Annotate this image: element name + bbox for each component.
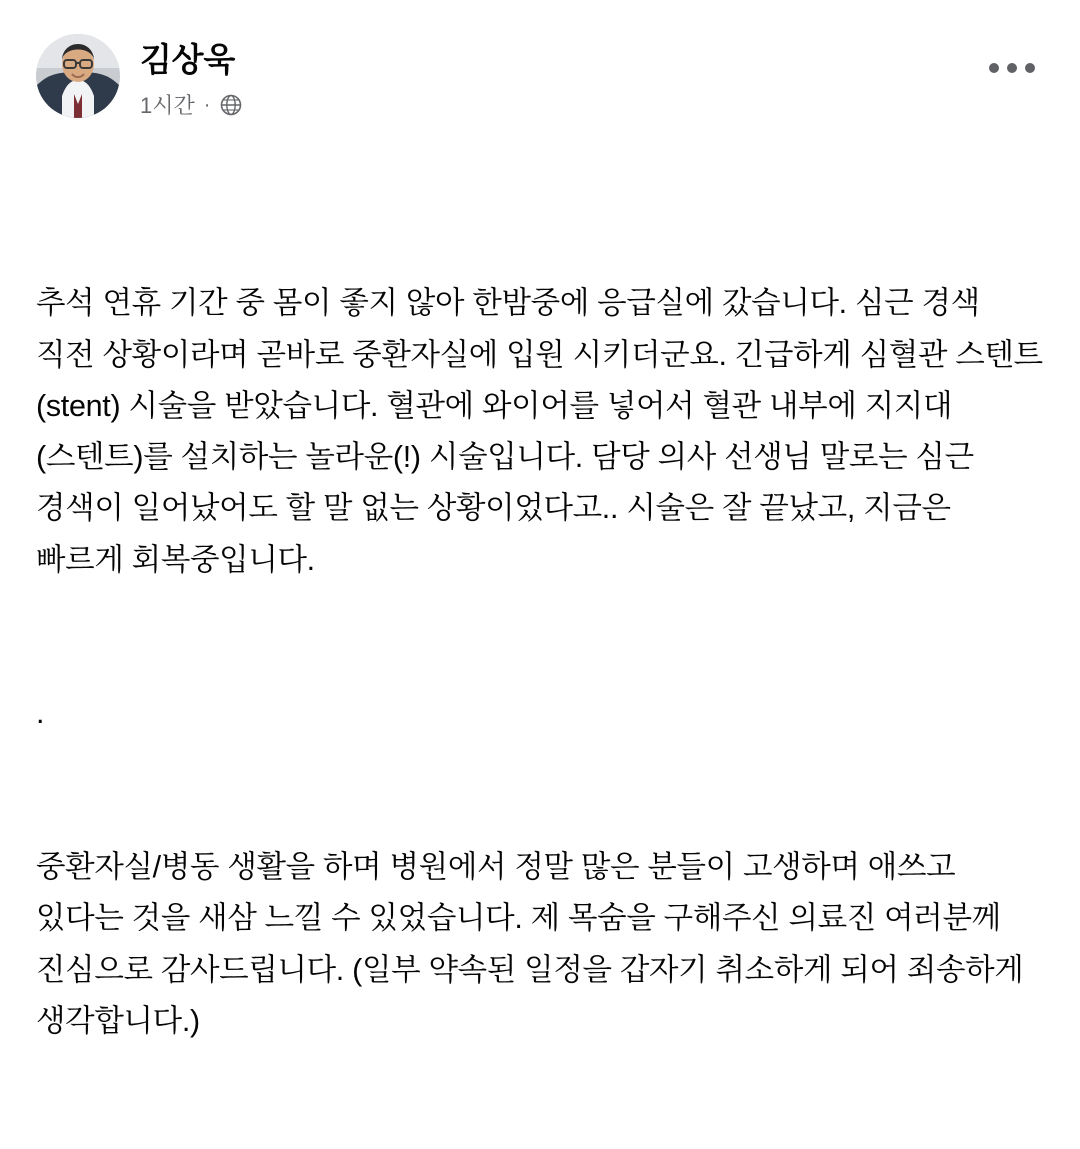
more-options-button[interactable]: [980, 48, 1044, 88]
post-paragraph: 추석 연휴 기간 중 몸이 좋지 않아 한밤중에 응급실에 갔습니다. 심근 경색 직전 상황이라며 곧바로 중환자실에 입원 시키더군요. 긴급하게 심혈관 스텐트(stent) 시술을 받았습니다. 혈관에 와이어를 넣어서 혈관 내부에 지지대(스텐트)를 설치하는 놀라운(!) 시술입니다. 담당 의사 선생님 말로는 심근 경색이 일어났어도 할 말 없는 상황이었다고.. 시술은 잘 끝났고, 지금은 빠르게 회복중입니다.: [36, 286, 1043, 577]
post-header: [36, 34, 1044, 130]
post-meta: [140, 89, 243, 120]
more-dot-3: [1025, 63, 1035, 73]
avatar[interactable]: [36, 34, 120, 118]
post-paragraph: 중환자실/병동 생활을 하며 병원에서 정말 많은 분들이 고생하며 애쓰고 있다는 것을 새삼 느낄 수 있었습니다. 제 목숨을 구해주신 의료진 여러분께 진심으로 감사드립니다. (일부 약속된 일정을 갑자기 취소하게 되어 죄송하게 생각합니다.): [36, 850, 1032, 1038]
author-name[interactable]: 김상욱: [140, 41, 236, 78]
meta-separator: ·: [203, 93, 211, 116]
post-body: [36, 176, 1044, 1149]
more-dot-1: [989, 63, 999, 73]
author-block: [140, 34, 243, 120]
post-timestamp[interactable]: 1시간: [140, 93, 195, 119]
more-dot-2: [1007, 63, 1017, 73]
post-paragraph: .: [36, 696, 45, 731]
globe-icon[interactable]: [219, 93, 243, 117]
